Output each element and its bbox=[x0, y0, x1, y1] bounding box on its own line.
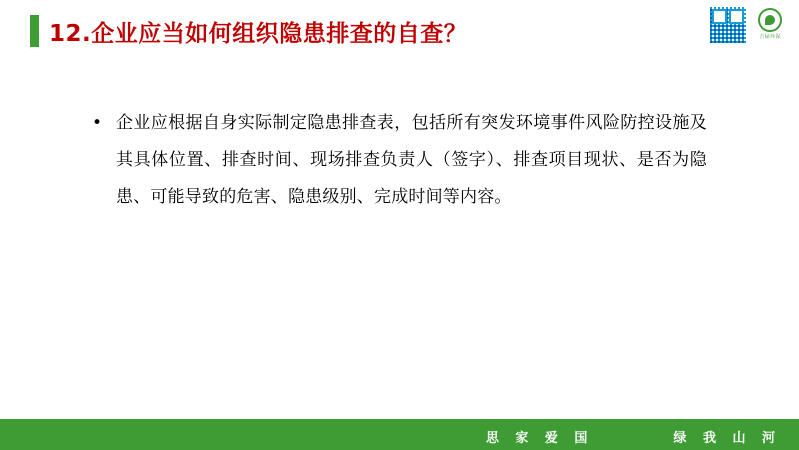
qr-code-icon[interactable] bbox=[709, 6, 747, 44]
company-logo bbox=[751, 6, 789, 42]
page-title: 12.企业应当如何组织隐患排查的自查？ bbox=[49, 20, 468, 47]
logo-label: 吉绿环保 bbox=[759, 34, 781, 40]
footer-slogan-right: 绿 我 山 河 bbox=[673, 430, 781, 446]
leaf-circle-logo-icon bbox=[758, 8, 782, 32]
footer-bar bbox=[0, 422, 799, 450]
bullet-text: 企业应根据自身实际制定隐患排查表，包括所有突发环境事件风险防控设施及其具体位置、排查时间、现场排查负责人（签字）、排查项目现状、是否为隐患、可能导致的危害、隐患级别、完成时间等内容。 bbox=[116, 113, 707, 207]
footer-slogan-left: 思 家 爱 国 bbox=[485, 430, 594, 446]
list-item bbox=[92, 105, 707, 216]
title-accent-bar bbox=[30, 15, 39, 47]
slide-body bbox=[92, 105, 707, 216]
slide-title-row bbox=[0, 8, 799, 54]
brand-block bbox=[709, 6, 789, 44]
bullet-marker: • bbox=[92, 113, 103, 133]
